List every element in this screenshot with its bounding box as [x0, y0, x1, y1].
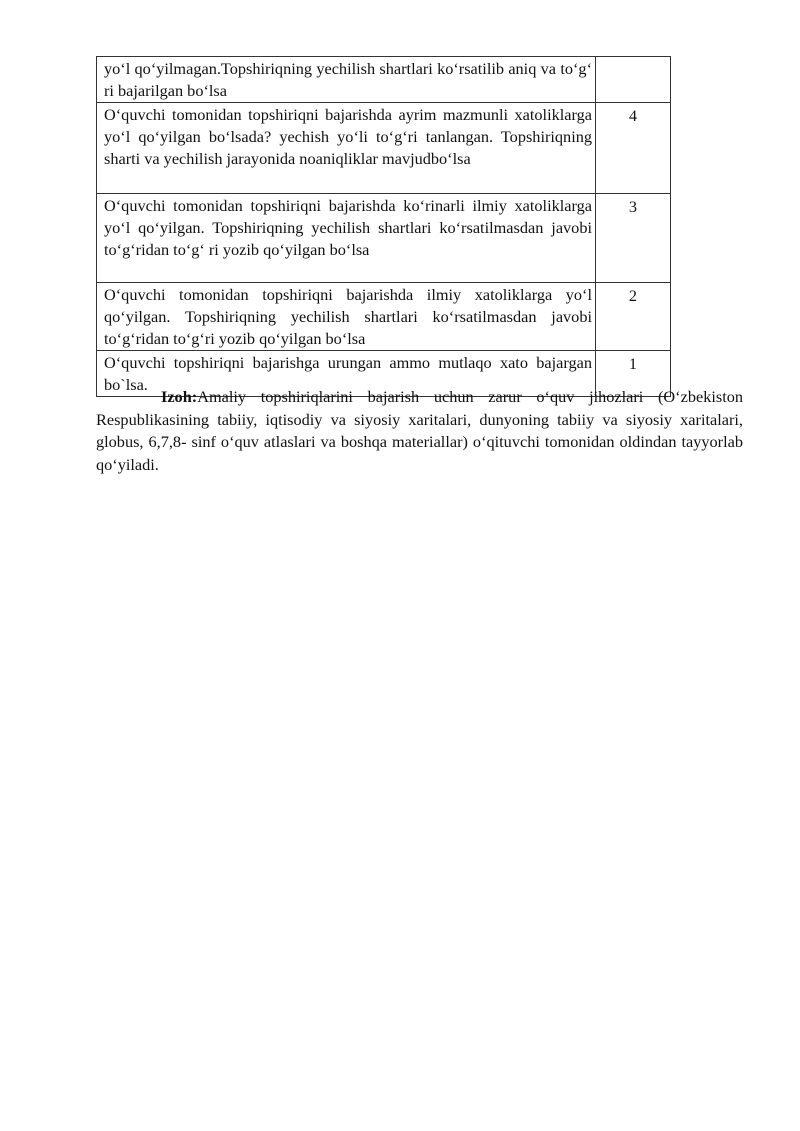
grading-criteria-table: [96, 56, 671, 397]
criteria-score: 1: [596, 351, 671, 397]
table-row: [97, 103, 671, 194]
table-row: [97, 283, 671, 351]
criteria-description: O‘quvchi tomonidan topshiriqni bajarishda ko‘rinarli ilmiy xatoliklarga yo‘l qo‘yilgan. Topshiriqning yechilish shartlari ko‘rsatilmasdan javobi to‘g‘ridan to‘g‘ ri yozib qo‘yilgan bo‘lsa: [97, 194, 596, 283]
criteria-score: [596, 57, 671, 103]
table-row: [97, 194, 671, 283]
criteria-score: 2: [596, 283, 671, 351]
criteria-description: O‘quvchi topshiriqni bajarishga urungan ammo mutlaqo xato bajargan bo`lsa.: [97, 351, 596, 397]
table-row: [97, 57, 671, 103]
criteria-score: 4: [596, 103, 671, 194]
note-paragraph: [96, 386, 743, 476]
criteria-description: O‘quvchi tomonidan topshiriqni bajarishda ilmiy xatoliklarga yo‘l qo‘yilgan. Topshiriqning yechilish shartlari ko‘rsatilmasdan javobi to‘g‘ridan to‘g‘ri yozib qo‘yilgan bo‘lsa: [97, 283, 596, 351]
note-label: Izoh:: [161, 387, 198, 406]
criteria-score: 3: [596, 194, 671, 283]
note-text: Amaliy topshiriqlarini bajarish uchun zarur o‘quv jihozlari (O‘zbekiston Respublikasining tabiiy, iqtisodiy va siyosiy xaritalari, dunyoning tabiiy va siyosiy xaritalari, globus, 6,7,8- sinf o‘quv atlaslari va boshqa materiallar) o‘qituvchi tomonidan oldindan tayyorlab qo‘yiladi.: [96, 387, 743, 474]
criteria-description: yo‘l qo‘yilmagan.Topshiriqning yechilish shartlari ko‘rsatilib aniq va to‘g‘ ri bajarilgan bo‘lsa: [97, 57, 596, 103]
criteria-description: O‘quvchi tomonidan topshiriqni bajarishda ayrim mazmunli xatoliklarga yo‘l qo‘yilgan bo‘lsada? yechish yo‘li to‘g‘ri tanlangan. Topshiriqning sharti va yechilish jarayonida noaniqliklar mavjudbo‘lsa: [97, 103, 596, 194]
